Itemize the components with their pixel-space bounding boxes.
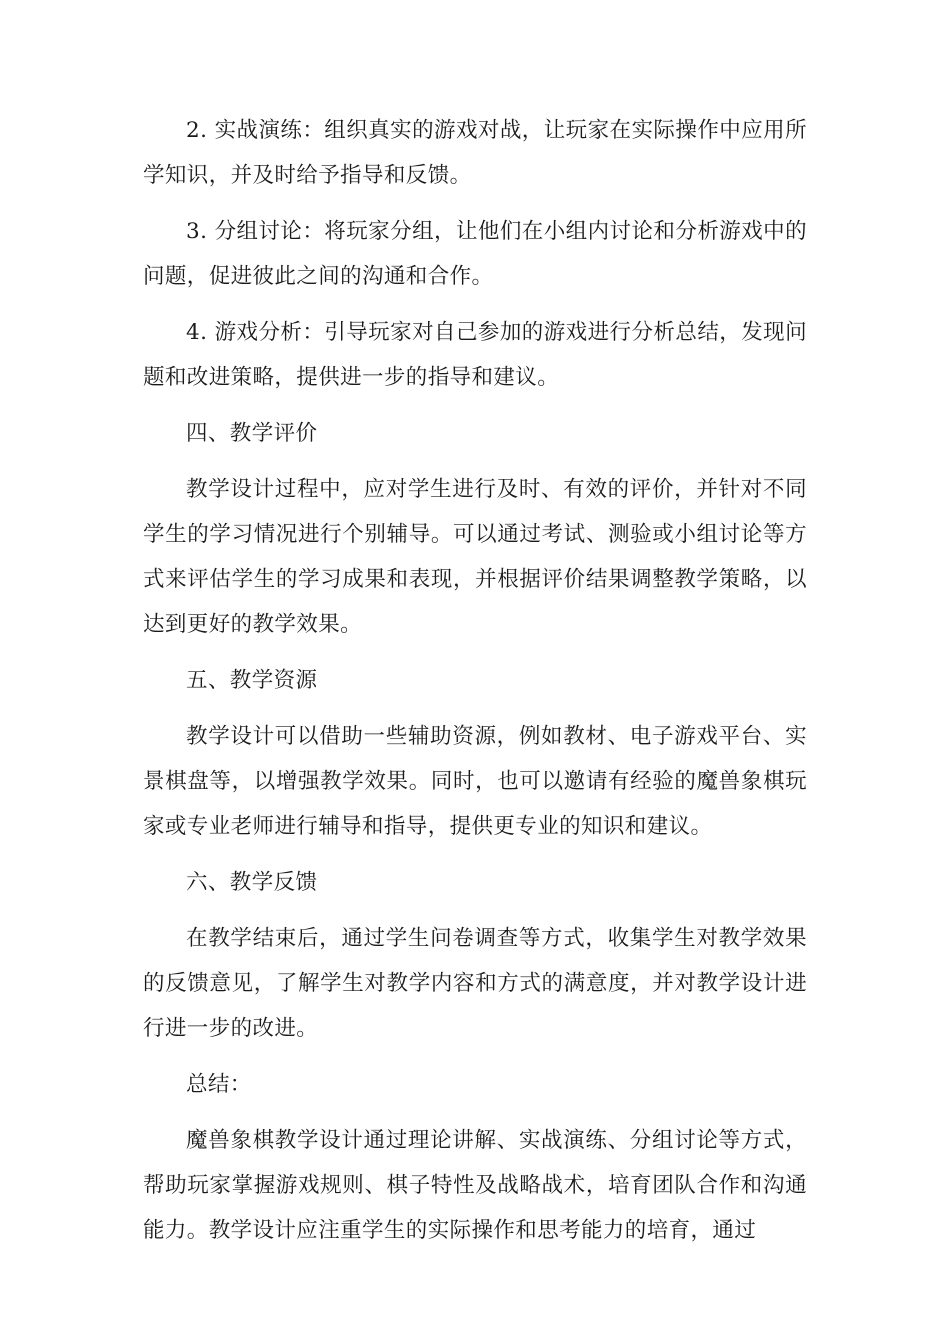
section-heading-evaluation: 四、教学评价 bbox=[186, 421, 318, 446]
section-heading-summary: 总结： bbox=[186, 1072, 252, 1097]
paragraph-feedback: 在教学结束后，通过学生问卷调查等方式，收集学生对教学效果的反馈意见，了解学生对教学内容和方式的满意度，并对教学设计进行进一步的改进。 bbox=[143, 926, 807, 1041]
list-item-group-discussion: 3. 分组讨论：将玩家分组，让他们在小组内讨论和分析游戏中的问题，促进彼此之间的沟通和合作。 bbox=[143, 219, 807, 289]
document-body bbox=[143, 108, 807, 1264]
list-item-game-analysis: 4. 游戏分析：引导玩家对自己参加的游戏进行分析总结，发现问题和改进策略，提供进一步的指导和建议。 bbox=[143, 320, 807, 390]
paragraph-summary: 魔兽象棋教学设计通过理论讲解、实战演练、分组讨论等方式，帮助玩家掌握游戏规则、棋子特性及战略战术，培育团队合作和沟通能力。教学设计应注重学生的实际操作和思考能力的培育，通过 bbox=[143, 1128, 807, 1243]
section-heading-feedback: 六、教学反馈 bbox=[186, 870, 318, 895]
paragraph-resources: 教学设计可以借助一些辅助资源，例如教材、电子游戏平台、实景棋盘等，以增强教学效果。同时，也可以邀请有经验的魔兽象棋玩家或专业老师进行辅导和指导，提供更专业的知识和建议。 bbox=[143, 724, 807, 839]
paragraph-evaluation: 教学设计过程中，应对学生进行及时、有效的评价，并针对不同学生的学习情况进行个别辅导。可以通过考试、测验或小组讨论等方式来评估学生的学习成果和表现，并根据评价结果调整教学策略，以达到更好的教学效果。 bbox=[143, 477, 807, 637]
list-item-practice: 2. 实战演练：组织真实的游戏对战，让玩家在实际操作中应用所学知识，并及时给予指导和反馈。 bbox=[143, 118, 807, 188]
section-heading-resources: 五、教学资源 bbox=[186, 668, 318, 693]
